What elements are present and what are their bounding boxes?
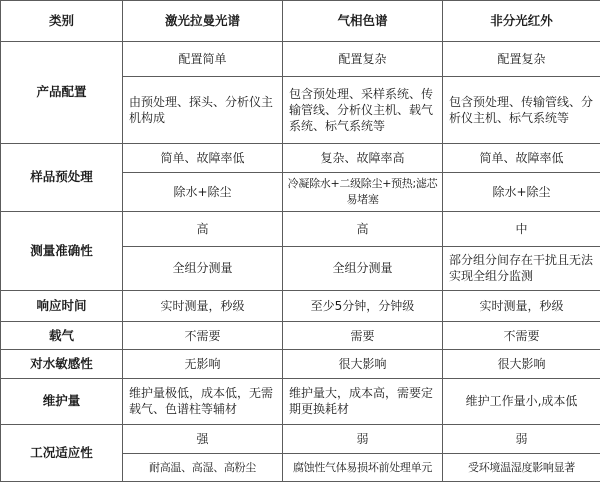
row-category: 样品预处理: [1, 143, 123, 211]
table-cell: 腐蚀性气体易损坏前处理单元: [283, 454, 443, 482]
table-cell: 高: [283, 211, 443, 246]
row-category: 工况适应性: [1, 424, 123, 481]
table-cell: 全组分测量: [123, 246, 283, 291]
table-cell: 需要: [283, 321, 443, 350]
table-cell: 不需要: [443, 321, 600, 350]
table-cell: 配置复杂: [283, 41, 443, 77]
table-cell: 除水+除尘: [443, 173, 600, 212]
row-category: 对水敏感性: [1, 350, 123, 379]
table-cell: 配置复杂: [443, 41, 600, 77]
table-cell: 冷凝除水+二级除尘+预热;滤芯易堵塞: [283, 173, 443, 212]
table-row: [1, 291, 600, 322]
header-ndir: 非分光红外: [443, 1, 600, 42]
table-cell: 复杂、故障率高: [283, 143, 443, 173]
header-row: [1, 1, 600, 42]
table-row: [1, 424, 600, 454]
table-row: [1, 321, 600, 350]
table-cell: 简单、故障率低: [123, 143, 283, 173]
header-gc: 气相色谱: [283, 1, 443, 42]
table-cell: 除水+除尘: [123, 173, 283, 212]
table-cell: 部分组分间存在干扰且无法实现全组分监测: [443, 246, 600, 291]
table-cell: 很大影响: [443, 350, 600, 379]
table-cell: 实时测量，秒级: [123, 291, 283, 322]
table-cell: 包含预处理、传输管线、分析仪主机、标气系统等: [443, 77, 600, 143]
table-cell: 弱: [443, 424, 600, 454]
table-cell: 全组分测量: [283, 246, 443, 291]
table-cell: 简单、故障率低: [443, 143, 600, 173]
row-category: 测量准确性: [1, 211, 123, 290]
table-cell: 无影响: [123, 350, 283, 379]
table-cell: 耐高温、高湿、高粉尘: [123, 454, 283, 482]
table-cell: 包含预处理、采样系统、传输管线、分析仪主机、载气系统、标气系统等: [283, 77, 443, 143]
table-cell: 至少5分钟，分钟级: [283, 291, 443, 322]
table-cell: 配置简单: [123, 41, 283, 77]
row-category: 响应时间: [1, 291, 123, 322]
table-cell: 很大影响: [283, 350, 443, 379]
table-cell: 弱: [283, 424, 443, 454]
table-row: [1, 379, 600, 425]
table-row: [1, 350, 600, 379]
table-cell: 由预处理、探头、分析仪主机构成: [123, 77, 283, 143]
row-category: 载气: [1, 321, 123, 350]
table-cell: 强: [123, 424, 283, 454]
table-cell: 受环境温湿度影响显著: [443, 454, 600, 482]
header-raman: 激光拉曼光谱: [123, 1, 283, 42]
table-cell: 维护量极低，成本低，无需载气、色谱柱等辅材: [123, 379, 283, 425]
row-category: 产品配置: [1, 41, 123, 143]
header-category: 类别: [1, 1, 123, 42]
row-category: 维护量: [1, 379, 123, 425]
table-cell: 维护量大，成本高，需要定期更换耗材: [283, 379, 443, 425]
table-row: [1, 143, 600, 173]
table-cell: 高: [123, 211, 283, 246]
table-cell: 不需要: [123, 321, 283, 350]
table-cell: 中: [443, 211, 600, 246]
table-cell: 实时测量，秒级: [443, 291, 600, 322]
table-row: [1, 211, 600, 246]
table-row: [1, 41, 600, 77]
table-cell: 维护工作量小,成本低: [443, 379, 600, 425]
